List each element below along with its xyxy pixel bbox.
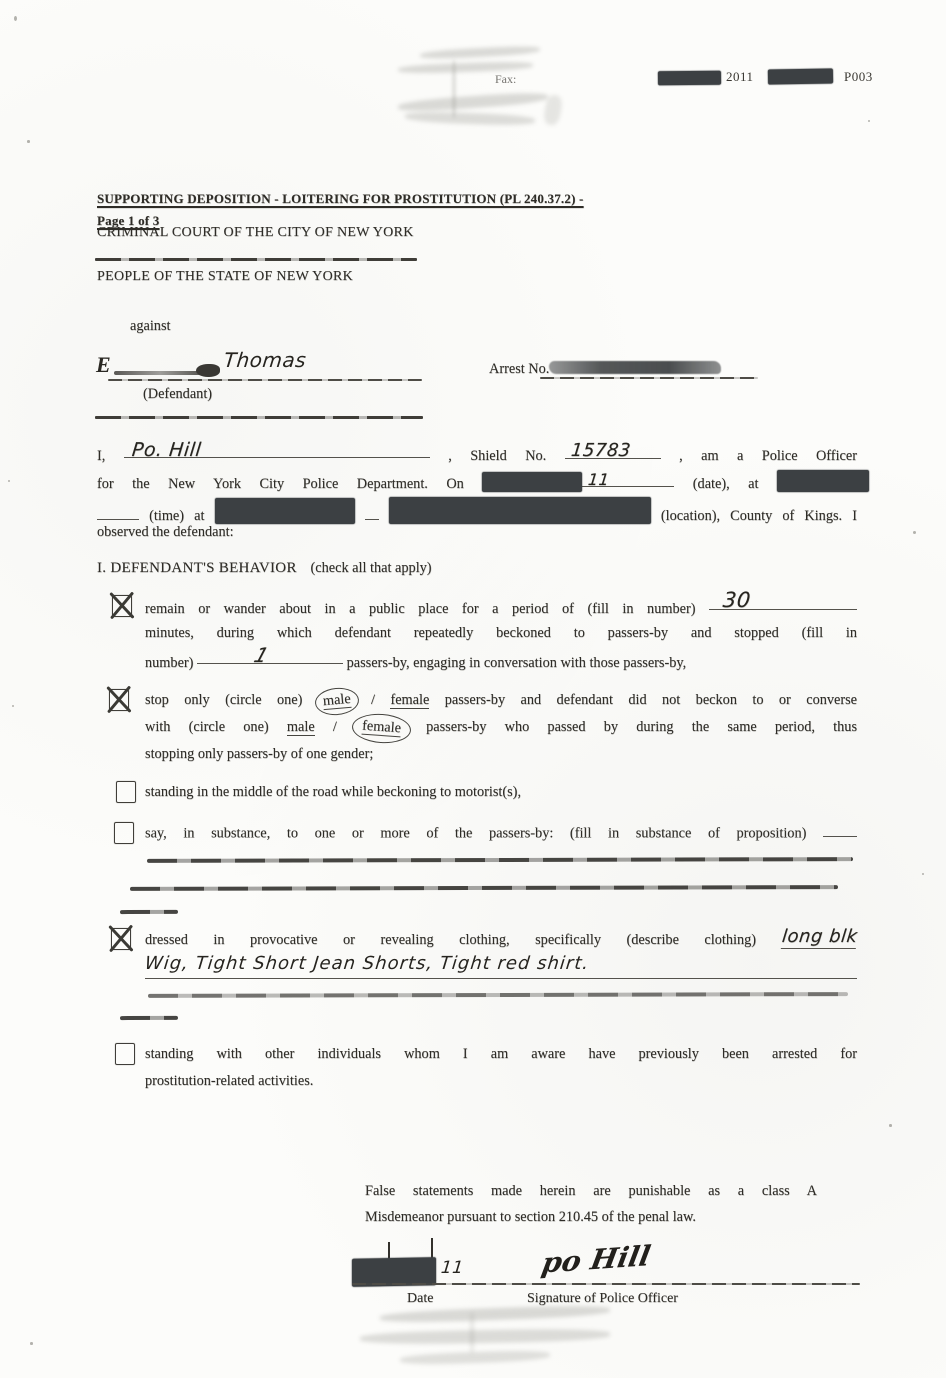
false-statements-warning-line1: False statements made herein are punishable as a class A [365,1183,817,1199]
item5-line1-text: dressed in provocative or revealing clothing, specifically (describe clothing) [145,932,757,948]
circled-male [314,686,360,717]
date-pen-tick-1 [388,1242,390,1259]
location-redaction-2 [389,497,651,524]
officer-name-handwritten: Po. Hill [130,439,203,461]
item1-fill1-blank [709,588,857,612]
footer-date-day-handwritten: 11 [439,1258,465,1278]
checkbox-standing-with-others [115,1043,135,1065]
circled-female-text: female [361,717,402,737]
scan-speck [14,16,17,21]
date-redaction [482,472,582,492]
checkbox-remain-wander [112,595,132,617]
checkbox-say-in-substance [114,822,134,844]
checkbox-provocative-clothing [111,928,131,950]
case-caption: PEOPLE OF THE STATE OF NEW YORK [97,269,354,284]
scan-speck [8,480,10,482]
item1-line3 [145,643,857,674]
court-name: CRIMINAL COURT OF THE CITY OF NEW YORK [97,225,414,240]
item1-fill1-handwritten: 30 [721,588,753,612]
item2-line1 [145,689,857,711]
defendant-name-smudge [114,371,206,375]
item2-line3: stopping only passers-by of one gender; [145,746,374,762]
date-label-footer: Date [407,1291,434,1306]
time-redaction-1 [777,470,869,492]
item6-line1: standing with other individuals whom I am aware have previously been arrested for [145,1046,857,1062]
item1-line3-start: number) [145,655,194,671]
scan-speck [889,1124,892,1127]
behavior-heading [97,557,432,579]
fax-label [495,72,516,87]
scan-speck [913,531,916,534]
item5-line1 [145,928,857,951]
officer-line1-end: , am a Police Officer [679,448,857,464]
item4-ruled-line-2 [130,885,838,890]
scan-speck [30,1342,33,1345]
header-redaction-1 [658,71,721,86]
faint-stamp-mark [405,111,535,127]
item5-line2 [145,953,857,979]
officer-line-2 [97,470,869,495]
item1-line1-text: remain or wander about in a public place for a period of (fill in number) [145,601,696,617]
item2-line2 [145,716,857,739]
faint-stamp-mark [398,91,548,113]
item5-short-line [120,1016,178,1020]
defendant-section-rule [95,416,423,419]
faint-stamp-mark [470,1312,474,1354]
defendant-name-smudge-blob [196,364,220,377]
checkbox-middle-of-road [116,781,136,803]
male-female-separator-2: / [332,719,337,735]
circled-female [351,712,412,745]
officer-line-1 [97,439,857,467]
defendant-name-line [108,379,422,381]
male-female-separator: / [371,692,376,708]
officer-name-blank [124,439,430,461]
item4-line1 [145,822,857,844]
female-word: female [390,692,430,708]
circled-male-text: male [322,690,352,710]
item4-ruled-line-3 [120,910,178,914]
officer-line2-start: for the New York City Police Department. On [97,476,464,492]
defendant-name-handwritten: Thomas [222,348,308,372]
item4-line1-text: say, in substance, to one or more of the passers-by: (fill in substance of proposition) [145,825,807,842]
header-redaction-2 [768,68,833,84]
fax-label-text: Fax: [495,72,517,86]
header-page-code: P003 [844,69,873,84]
shield-no-blank [565,440,661,461]
defendant-label: (Defendant) [143,386,213,402]
officer-line-4: observed the defendant: [97,524,234,540]
item4-ruled-line-1 [147,857,853,862]
item1-line3-end: passers-by, engaging in conversation with those passers-by, [346,655,687,671]
faint-stamp-mark [360,1328,610,1345]
item1-line1 [145,588,857,620]
behavior-heading-note: (check all that apply) [310,560,432,576]
item6-line2: prostitution-related activities. [145,1073,314,1089]
checkbox-stop-only [109,689,129,711]
arrest-no-line [540,377,758,379]
scan-speck [12,705,14,707]
against-label: against [130,318,171,334]
item5-fill1-handwritten: long blk [780,926,859,947]
item2-line2-end: passers-by who passed by during the same period, thus [426,719,858,735]
date-blank [482,472,674,487]
document-title: SUPPORTING DEPOSITION - LOITERING FOR PROSTITUTION (PL 240.37.2) - Page 1 of 3 [97,191,584,228]
item3-line1: standing in the middle of the road while beckoning to motorist(s), [145,784,522,800]
item1-line2: minutes, during which defendant repeatedly beckoned to passers-by and stopped (fill in [145,625,857,641]
location-blank [365,505,379,520]
defendant-name-initial: E [96,352,111,377]
signature-label: Signature of Police Officer [527,1291,678,1306]
officer-intro: I, [97,448,106,464]
location-redaction-1 [215,498,355,524]
item5-ruled-line [148,992,848,997]
faint-stamp-mark [420,45,540,60]
item1-fill2-blank [197,643,343,667]
item4-fill-blank [823,822,857,837]
arrest-no-scribble [549,361,721,374]
time-label: (time) at [149,508,205,524]
male-word: male [286,719,315,735]
officer-signature-handwritten: po Hill [539,1239,654,1280]
arrest-no-label: Arrest No. [489,361,550,377]
item2-line2-start: with (circle one) [145,719,269,735]
date-label: (date), at [692,476,759,492]
item2-line1-end: passers-by and defendant did not beckon to or converse [444,692,858,708]
shield-label: , Shield No. [448,448,547,464]
scan-speck [922,873,924,875]
false-statements-warning-line2: Misdemeanor pursuant to section 210.45 of the penal law. [365,1209,696,1225]
scan-speck [868,120,870,122]
scan-speck [27,140,30,143]
caption-rule [95,258,417,261]
item1-fill2-handwritten: 1 [251,643,273,667]
behavior-heading-text: I. DEFENDANT'S BEHAVIOR [97,560,297,576]
time-blank [97,505,139,520]
shield-no-handwritten: 15783 [569,440,632,461]
header-year: 2011 [726,69,754,84]
location-label: (location), County of Kings. I [660,508,857,524]
date-signature-line [352,1283,860,1285]
item2-line1-start: stop only (circle one) [145,692,303,708]
date-pen-tick-2 [431,1238,433,1259]
faint-stamp-mark [400,1349,550,1365]
item5-fill2-handwritten: Wig, Tight Short Jean Shorts, Tight red shirt. [143,953,591,974]
date-day-handwritten: 11 [587,470,611,489]
